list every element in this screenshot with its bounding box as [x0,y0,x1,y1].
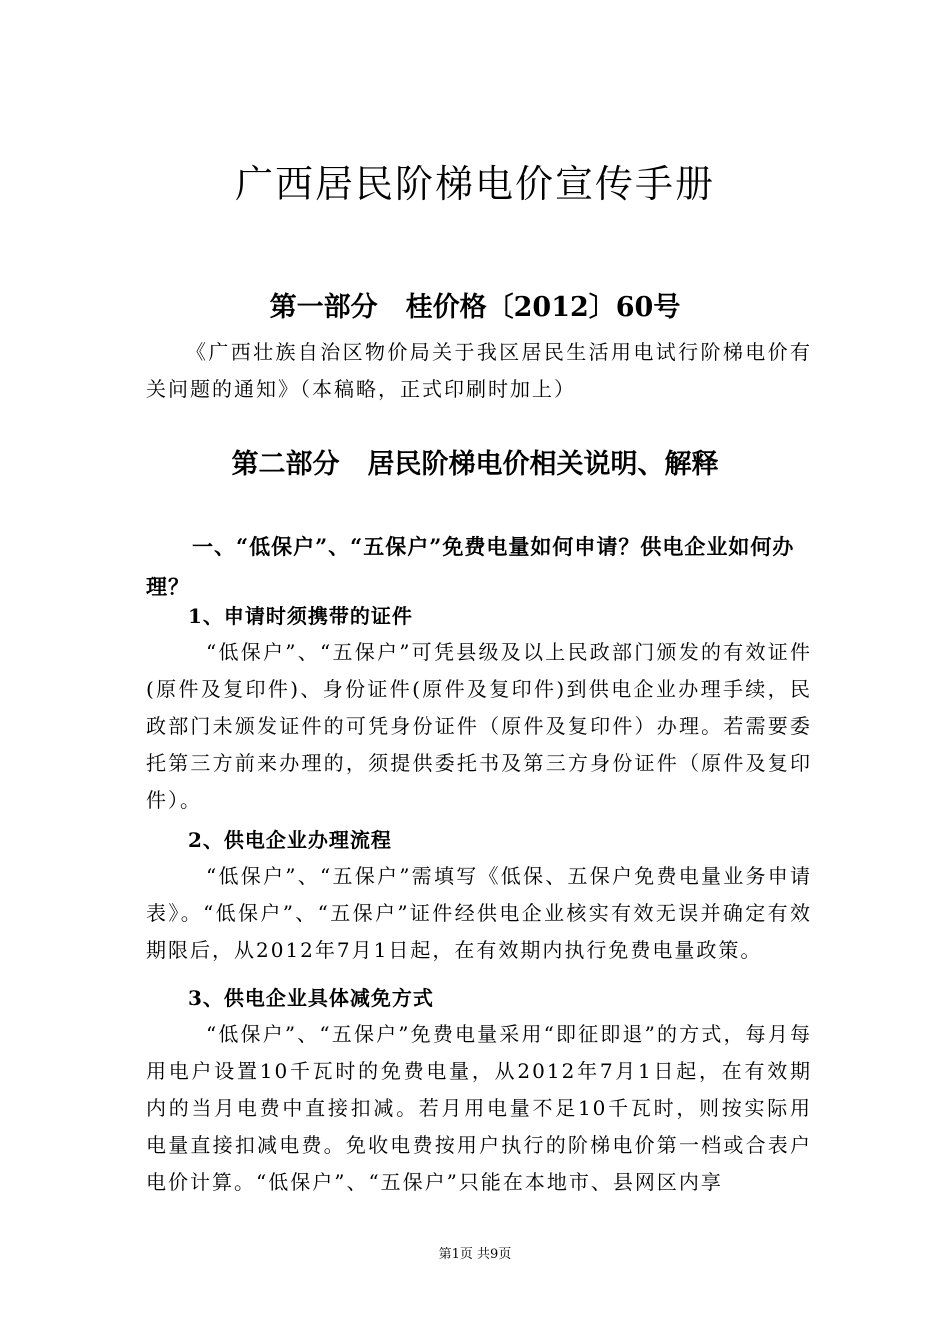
part2-name: 居民阶梯电价相关说明、解释 [367,449,719,480]
section1-heading: 1、申请时须携带的证件 [188,604,413,628]
part1-heading [0,290,950,326]
section1-body: “低保户”、“五保户”可凭县级及以上民政部门颁发的有效证件(原件及复印件)、身份证件(原件及复印件)到供电企业办理手续，民政部门未颁发证件的可凭身份证件（原件及复印件）办理。若需要委托第三方前来办理的，须提供委托书及第三方身份证件（原件及复印件）。 [146,640,812,812]
section2-body: “低保户”、“五保户”需填写《低保、五保户免费电量业务申请表》。“低保户”、“五保户”证件经供电企业核实有效无误并确定有效期限后，从2012年7月1日起，在有效期内执行免费电量政策。 [146,864,812,962]
part2-heading [0,447,950,483]
page-footer: 第1页 共9页 [438,1247,512,1262]
section2-heading: 2、供电企业办理流程 [188,828,392,852]
document-title: 广西居民阶梯电价宣传手册 [234,162,715,206]
part1-description: 《广西壮族自治区物价局关于我区居民生活用电试行阶梯电价有关问题的通知》（本稿略，正式印刷时加上） [146,340,812,401]
part2-label: 第二部分 [231,449,340,480]
section3-heading: 3、供电企业具体减免方式 [188,986,434,1010]
part1-label: 第一部分 [269,292,378,323]
question1-heading: 一、“低保户”、“五保户”免费电量如何申请？供电企业如何办理？ [146,534,795,599]
part1-name: 桂价格〔2012〕60号 [405,292,681,323]
section3-body: “低保户”、“五保户”免费电量采用“即征即退”的方式，每月每用电户设置10千瓦时的免费电量，从2012年7月1日起，在有效期内的当月电费中直接扣减。若月用电量不足10千瓦时，则按实际用电量直接扣减电费。免收电费按用户执行的阶梯电价第一档或合表户电价计算。“低保户”、“五保户”只能在本地市、县网区内享 [146,1022,812,1194]
